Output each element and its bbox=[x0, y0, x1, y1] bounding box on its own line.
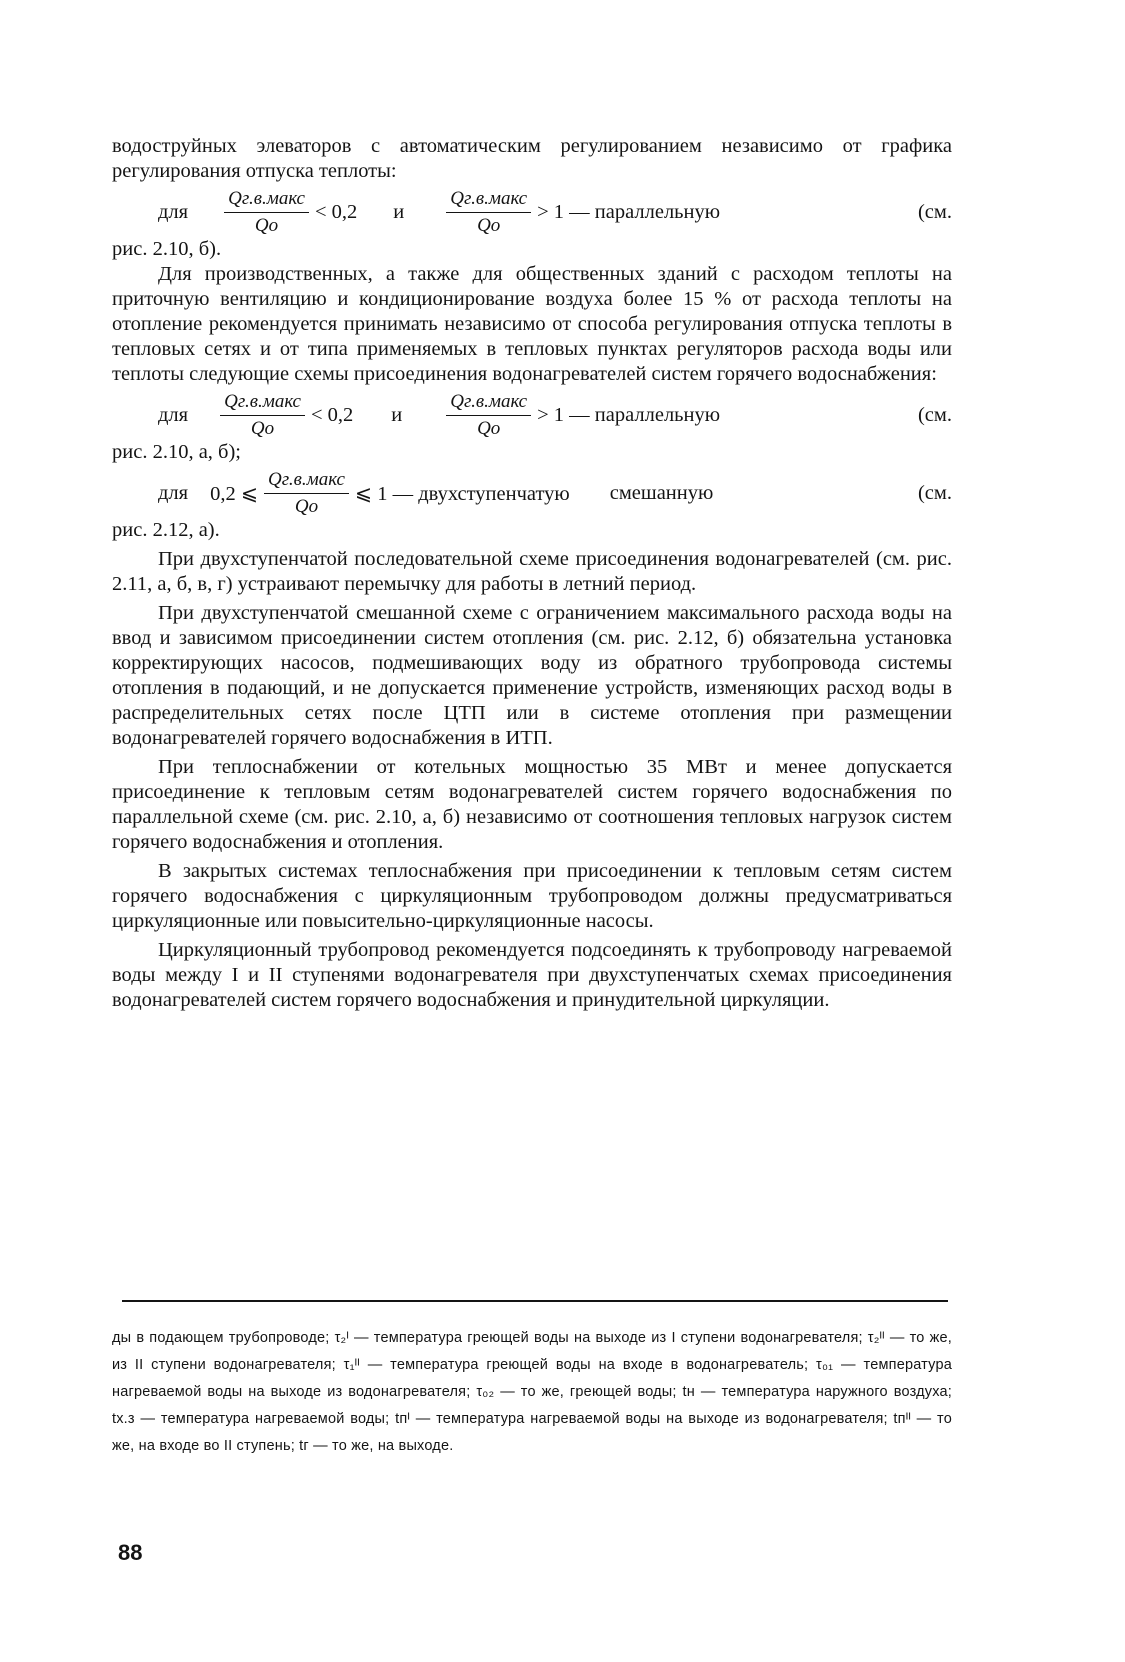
formula-3 bbox=[158, 469, 952, 518]
formula-2 bbox=[158, 391, 952, 440]
fraction-numerator: Qг.в.макс bbox=[446, 188, 531, 213]
formula-1-fraction-b bbox=[446, 188, 531, 237]
fraction-numerator: Qг.в.макс bbox=[224, 188, 309, 213]
formula-1-relation-b: > 1 — параллельную bbox=[537, 201, 721, 223]
formula-2-and: и bbox=[391, 404, 403, 426]
formula-1-fraction-a bbox=[224, 188, 309, 237]
fraction-numerator: Qг.в.макс bbox=[220, 391, 305, 416]
formula-3-relation: ⩽ 1 — двухступенчатую bbox=[354, 483, 570, 505]
formula-1-lead: для bbox=[158, 201, 189, 223]
paragraph-2: Для производственных, а также для общественных зданий с расходом теплоты на приточную вентиляцию и кондиционирование воздуха более 15 % от расхода теплоты на отопление рекомендуется принимать независимо от способа регулирования отпуска теплоты в тепловых сетях и от типа применяемых в тепловых пунктах регуляторов расхода воды или теплоты следующие схемы присоединения водонагревателей систем горячего водоснабжения: bbox=[112, 263, 952, 385]
formula-2-relation-b: > 1 — параллельную bbox=[537, 404, 721, 426]
formula-2-lead: для bbox=[158, 404, 189, 426]
formula-2-relation-a: < 0,2 bbox=[310, 404, 354, 426]
formula-1-relation-a: < 0,2 bbox=[314, 201, 358, 223]
paragraph-7: Циркуляционный трубопровод рекомендуется подсоединять к трубопроводу нагреваемой воды между I и II ступенями водонагревателя при двухступенчатых схемах присоединения водонагревателей систем горячего водоснабжения и принудительной циркуляции. bbox=[112, 939, 952, 1011]
formula-1-and: и bbox=[393, 201, 405, 223]
page-number: 88 bbox=[118, 1540, 143, 1565]
fraction-denominator: Qо bbox=[254, 215, 279, 236]
paragraph-5: При теплоснабжении от котельных мощностью 35 МВт и менее допускается присоединение к тепловым сетям водонагревателей систем горячего водоснабжения по параллельной схеме (см. рис. 2.10, а, б) независимо от соотношения тепловых нагрузок систем горячего водоснабжения и отопления. bbox=[112, 756, 952, 853]
fraction-numerator: Qг.в.макс bbox=[264, 469, 349, 494]
paragraph-1: водоструйных элеваторов с автоматическим регулированием независимо от графика регулирования отпуска теплоты: bbox=[112, 135, 952, 182]
fraction-denominator: Qо bbox=[477, 418, 501, 439]
fraction-denominator: Qо bbox=[477, 215, 501, 236]
formula-3-lead: для bbox=[158, 482, 189, 504]
formula-3-prefix: 0,2 ⩽ bbox=[210, 483, 259, 505]
paragraph-3: При двухступенчатой последовательной схеме присоединения водонагревателей (см. рис. 2.11, а, б, в, г) устраивают перемычку для работы в летний период. bbox=[112, 548, 952, 595]
fraction-numerator: Qг.в.макс bbox=[446, 391, 531, 416]
formula-1-tail: (см. bbox=[917, 201, 952, 223]
formula-2-tail: (см. bbox=[917, 404, 952, 426]
formula-3-continuation: рис. 2.12, а). bbox=[112, 519, 220, 541]
formula-2-fraction-b bbox=[446, 391, 531, 440]
formula-2-continuation: рис. 2.10, а, б); bbox=[112, 441, 241, 463]
page-body bbox=[112, 134, 952, 1013]
formula-3-tail: (см. bbox=[917, 482, 952, 504]
footnote-text: ды в подающем трубопроводе; τ₂ᴵ — температура греющей воды на выходе из I ступени водонагревателя; τ₂ᴵᴵ — то же, из II ступени водонагревателя; τ₁ᴵᴵ — температура греющей воды на входе в водонагреватель; τ₀₁ — температура нагреваемой воды на выходе из водонагревателя; τ₀₂ — то же, греющей воды; tн — температура наружного воздуха; tх.з — температура нагреваемой воды; tпᴵ — температура нагреваемой воды на выходе из водонагревателя; tпᴵᴵ — то же, на входе во II ступень; tг — то же, на выходе. bbox=[112, 1330, 953, 1454]
paragraph-6: В закрытых системах теплоснабжения при присоединении к тепловым сетям систем горячего водоснабжения с циркуляционным трубопроводом должны предусматриваться циркуляционные или повысительно-циркуляционные насосы. bbox=[112, 860, 952, 932]
fraction-denominator: Qо bbox=[250, 418, 275, 439]
formula-1-continuation: рис. 2.10, б). bbox=[112, 238, 222, 260]
formula-1 bbox=[158, 188, 952, 237]
fraction-denominator: Qо bbox=[294, 496, 319, 517]
paragraph-4: При двухступенчатой смешанной схеме с ограничением максимального расхода воды на ввод и зависимом присоединении систем отопления (см. рис. 2.12, б) обязательна установка корректирующих насосов, подмешивающих воду из обратного трубопровода системы отопления в подающий, и не допускается применение устройств, изменяющих расход воды в распределительных сетях после ЦТП или в системе отопления при размещении водонагревателей горячего водоснабжения в ИТП. bbox=[112, 602, 952, 749]
formula-3-fraction bbox=[264, 469, 349, 518]
formula-2-fraction-a bbox=[220, 391, 305, 440]
footnote-divider bbox=[122, 1300, 948, 1302]
formula-3-word: смешанную bbox=[609, 482, 714, 504]
